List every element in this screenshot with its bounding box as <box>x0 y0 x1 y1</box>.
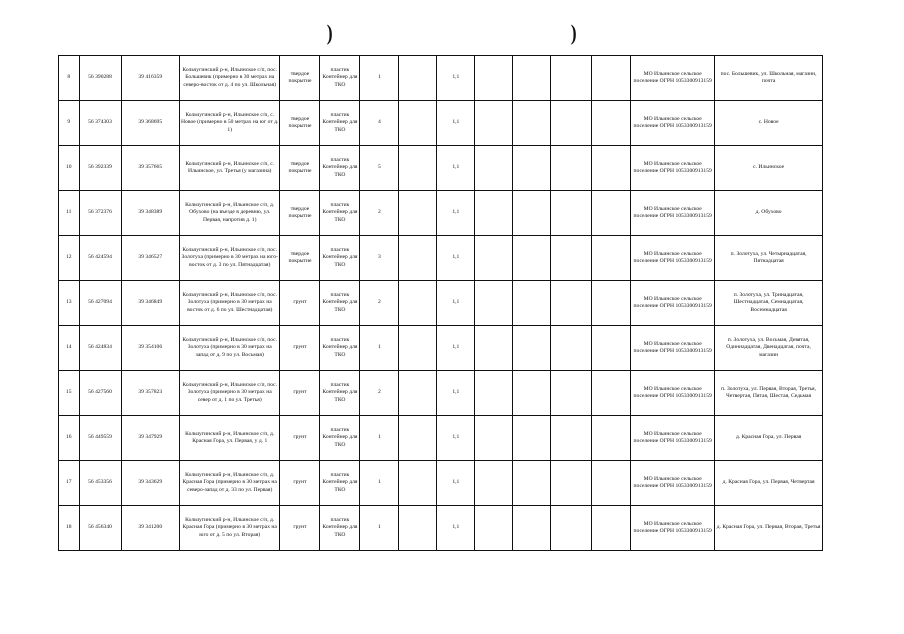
surface-cell: грунт <box>280 281 320 326</box>
container-count-cell: 1 <box>360 416 399 461</box>
latitude-cell: 56 427094 <box>79 281 121 326</box>
container-type-cell: пластик Контейнер для ТКО <box>320 506 360 551</box>
served-objects-cell: п. Золотуха, ул. Первая, Вторая, Третья, Четвертая, Пятая, Шестая, Седьмая <box>715 371 823 416</box>
row-number: 12 <box>59 236 80 281</box>
latitude-cell: 56 456340 <box>79 506 121 551</box>
capacity-cell: 1,1 <box>437 281 475 326</box>
container-count-cell: 1 <box>360 461 399 506</box>
address-cell: Кольчугинский р-н, Ильинское с/п, д. Красная Гора (примерно в 30 метрах на северо-запад от д. 33 по ул. Первая) <box>179 461 279 506</box>
served-objects-cell: п. Золотуха, ул. Восьмая, Девятая, Одиннадцатая, Двенадцатая, почта, магазин <box>715 326 823 371</box>
empty-cell <box>551 56 592 101</box>
row-number: 18 <box>59 506 80 551</box>
longitude-cell: 39 368695 <box>121 101 179 146</box>
served-objects-cell: п. Золотуха, ул. Тринадцатая, Шестнадцатая, Семнадцатая, Восемнадцатая <box>715 281 823 326</box>
container-type-cell: пластик Контейнер для ТКО <box>320 146 360 191</box>
served-objects-cell: д. Обухово <box>715 191 823 236</box>
empty-cell <box>399 56 437 101</box>
table-row <box>59 461 823 506</box>
empty-cell <box>399 236 437 281</box>
binder-hole-left: ) <box>326 20 333 45</box>
table-row <box>59 56 823 101</box>
latitude-cell: 56 449559 <box>79 416 121 461</box>
empty-cell <box>513 236 551 281</box>
owner-cell: МО Ильинское сельское поселение ОГРН 1053300913159 <box>631 56 715 101</box>
empty-cell <box>475 236 513 281</box>
owner-cell: МО Ильинское сельское поселение ОГРН 1053300913159 <box>631 236 715 281</box>
empty-cell <box>399 461 437 506</box>
row-number: 14 <box>59 326 80 371</box>
owner-cell: МО Ильинское сельское поселение ОГРН 1053300913159 <box>631 371 715 416</box>
longitude-cell: 39 341200 <box>121 506 179 551</box>
row-number: 15 <box>59 371 80 416</box>
empty-cell <box>592 326 631 371</box>
container-count-cell: 2 <box>360 191 399 236</box>
empty-cell <box>592 56 631 101</box>
empty-cell <box>551 101 592 146</box>
empty-cell <box>592 416 631 461</box>
address-cell: Кольчугинский р-н, Ильинское с/п, пос. Золотуха (примерно в 30 метрах на восток от д. 6 по ул. Шестнадцатая) <box>179 281 279 326</box>
container-type-cell: пластик Контейнер для ТКО <box>320 101 360 146</box>
served-objects-cell: д. Красная Гора, ул. Первая <box>715 416 823 461</box>
address-cell: Кольчугинский р-н, Ильинское с/п, пос. Золотуха (примерно в 30 метрах на запад от д. 9 по ул. Восьмая) <box>179 326 279 371</box>
capacity-cell: 1,1 <box>437 56 475 101</box>
surface-cell: твердое покрытие <box>280 56 320 101</box>
empty-cell <box>475 461 513 506</box>
capacity-cell: 1,1 <box>437 326 475 371</box>
empty-cell <box>399 416 437 461</box>
longitude-cell: 39 354106 <box>121 326 179 371</box>
container-count-cell: 1 <box>360 506 399 551</box>
empty-cell <box>475 146 513 191</box>
capacity-cell: 1,1 <box>437 191 475 236</box>
longitude-cell: 39 343629 <box>121 461 179 506</box>
container-count-cell: 3 <box>360 236 399 281</box>
empty-cell <box>551 371 592 416</box>
empty-cell <box>475 281 513 326</box>
binder-hole-right: ) <box>570 20 577 45</box>
latitude-cell: 56 392339 <box>79 146 121 191</box>
empty-cell <box>551 236 592 281</box>
empty-cell <box>592 461 631 506</box>
empty-cell <box>513 191 551 236</box>
owner-cell: МО Ильинское сельское поселение ОГРН 1053300913159 <box>631 461 715 506</box>
empty-cell <box>399 101 437 146</box>
empty-cell <box>475 416 513 461</box>
empty-cell <box>592 281 631 326</box>
surface-cell: грунт <box>280 416 320 461</box>
row-number: 17 <box>59 461 80 506</box>
container-type-cell: пластик Контейнер для ТКО <box>320 191 360 236</box>
row-number: 9 <box>59 101 80 146</box>
owner-cell: МО Ильинское сельское поселение ОГРН 1053300913159 <box>631 416 715 461</box>
address-cell: Кольчугинский р-н, Ильинское с/п, пос. Золотуха (примерно в 30 метрах на юго-восток от д. 3 по ул. Пятнадцатая) <box>179 236 279 281</box>
table-row <box>59 281 823 326</box>
empty-cell <box>513 146 551 191</box>
capacity-cell: 1,1 <box>437 416 475 461</box>
empty-cell <box>551 146 592 191</box>
table-row <box>59 326 823 371</box>
address-cell: Кольчугинский р-н, Ильинское с/п, пос. Большевик (примерно в 30 метрах на северо-восток от д. 4 по ул. Школьная) <box>179 56 279 101</box>
empty-cell <box>399 506 437 551</box>
table-row <box>59 416 823 461</box>
empty-cell <box>475 191 513 236</box>
empty-cell <box>513 506 551 551</box>
owner-cell: МО Ильинское сельское поселение ОГРН 1053300913159 <box>631 191 715 236</box>
empty-cell <box>551 326 592 371</box>
capacity-cell: 1,1 <box>437 101 475 146</box>
latitude-cell: 56 424834 <box>79 326 121 371</box>
empty-cell <box>592 506 631 551</box>
capacity-cell: 1,1 <box>437 146 475 191</box>
row-number: 8 <box>59 56 80 101</box>
empty-cell <box>513 461 551 506</box>
empty-cell <box>475 326 513 371</box>
owner-cell: МО Ильинское сельское поселение ОГРН 1053300913159 <box>631 506 715 551</box>
empty-cell <box>513 416 551 461</box>
latitude-cell: 56 453356 <box>79 461 121 506</box>
longitude-cell: 39 357665 <box>121 146 179 191</box>
surface-cell: грунт <box>280 461 320 506</box>
latitude-cell: 56 374303 <box>79 101 121 146</box>
surface-cell: грунт <box>280 371 320 416</box>
surface-cell: твердое покрытие <box>280 191 320 236</box>
capacity-cell: 1,1 <box>437 371 475 416</box>
empty-cell <box>592 191 631 236</box>
served-objects-cell: с. Новое <box>715 101 823 146</box>
surface-cell: грунт <box>280 326 320 371</box>
container-type-cell: пластик Контейнер для ТКО <box>320 236 360 281</box>
latitude-cell: 56 424594 <box>79 236 121 281</box>
empty-cell <box>399 191 437 236</box>
empty-cell <box>513 281 551 326</box>
longitude-cell: 39 347929 <box>121 416 179 461</box>
longitude-cell: 39 346527 <box>121 236 179 281</box>
table-row <box>59 371 823 416</box>
table-row <box>59 506 823 551</box>
capacity-cell: 1,1 <box>437 236 475 281</box>
address-cell: Кольчугинский р-н, Ильинское с/п, д. Красная Гора, ул. Первая, у д. 1 <box>179 416 279 461</box>
owner-cell: МО Ильинское сельское поселение ОГРН 1053300913159 <box>631 146 715 191</box>
container-count-cell: 2 <box>360 281 399 326</box>
empty-cell <box>475 371 513 416</box>
surface-cell: твердое покрытие <box>280 146 320 191</box>
address-cell: Кольчугинский р-н, Ильинское с/п, с. Ильинское, ул. Третья (у магазина) <box>179 146 279 191</box>
empty-cell <box>551 506 592 551</box>
empty-cell <box>513 371 551 416</box>
empty-cell <box>551 416 592 461</box>
empty-cell <box>399 146 437 191</box>
container-type-cell: пластик Контейнер для ТКО <box>320 281 360 326</box>
longitude-cell: 39 416359 <box>121 56 179 101</box>
longitude-cell: 39 346849 <box>121 281 179 326</box>
served-objects-cell: пос. Большевик, ул. Школьная, магазин, почта <box>715 56 823 101</box>
capacity-cell: 1,1 <box>437 506 475 551</box>
row-number: 13 <box>59 281 80 326</box>
container-count-cell: 5 <box>360 146 399 191</box>
empty-cell <box>592 146 631 191</box>
capacity-cell: 1,1 <box>437 461 475 506</box>
served-objects-cell: п. Золотуха, ул. Четырнадцатая, Пятнадцатая <box>715 236 823 281</box>
surface-cell: грунт <box>280 506 320 551</box>
longitude-cell: 39 357823 <box>121 371 179 416</box>
owner-cell: МО Ильинское сельское поселение ОГРН 1053300913159 <box>631 281 715 326</box>
container-type-cell: пластик Контейнер для ТКО <box>320 461 360 506</box>
container-type-cell: пластик Контейнер для ТКО <box>320 56 360 101</box>
container-type-cell: пластик Контейнер для ТКО <box>320 371 360 416</box>
empty-cell <box>513 101 551 146</box>
longitude-cell: 39 348389 <box>121 191 179 236</box>
container-count-cell: 1 <box>360 326 399 371</box>
row-number: 11 <box>59 191 80 236</box>
owner-cell: МО Ильинское сельское поселение ОГРН 1053300913159 <box>631 326 715 371</box>
address-cell: Кольчугинский р-н, Ильинское с/п, д. Красная Гора (примерно в 30 метрах на юго от д. 5 по ул. Вторая) <box>179 506 279 551</box>
empty-cell <box>399 371 437 416</box>
empty-cell <box>399 281 437 326</box>
row-number: 16 <box>59 416 80 461</box>
owner-cell: МО Ильинское сельское поселение ОГРН 1053300913159 <box>631 101 715 146</box>
address-cell: Кольчугинский р-н, Ильинское с/п, д. Обухово (на въезде в деревню, ул. Первая, напротив д. 1) <box>179 191 279 236</box>
row-number: 10 <box>59 146 80 191</box>
empty-cell <box>551 191 592 236</box>
surface-cell: твердое покрытие <box>280 236 320 281</box>
container-count-cell: 2 <box>360 371 399 416</box>
table-row <box>59 101 823 146</box>
empty-cell <box>592 101 631 146</box>
empty-cell <box>513 326 551 371</box>
table-body <box>59 56 823 551</box>
empty-cell <box>592 371 631 416</box>
empty-cell <box>592 236 631 281</box>
empty-cell <box>551 461 592 506</box>
served-objects-cell: д. Красная Гора, ул. Первая, Четвертая <box>715 461 823 506</box>
latitude-cell: 56 372376 <box>79 191 121 236</box>
table-row <box>59 191 823 236</box>
empty-cell <box>399 326 437 371</box>
empty-cell <box>475 101 513 146</box>
address-cell: Кольчугинский р-н, Ильинское с/п, с. Новое (примерно в 50 метрах на юг от д. 1) <box>179 101 279 146</box>
empty-cell <box>475 56 513 101</box>
empty-cell <box>513 56 551 101</box>
empty-cell <box>475 506 513 551</box>
container-type-cell: пластик Контейнер для ТКО <box>320 326 360 371</box>
served-objects-cell: д. Красная Гора, ул. Первая, Вторая, Третья <box>715 506 823 551</box>
served-objects-cell: с. Ильинское <box>715 146 823 191</box>
address-cell: Кольчугинский р-н, Ильинское с/п, пос. Золотуха (примерно в 30 метрах на север от д. 1 по ул. Третья) <box>179 371 279 416</box>
empty-cell <box>551 281 592 326</box>
latitude-cell: 56 390288 <box>79 56 121 101</box>
table-row <box>59 236 823 281</box>
table-row <box>59 146 823 191</box>
container-count-cell: 1 <box>360 56 399 101</box>
surface-cell: твердое покрытие <box>280 101 320 146</box>
latitude-cell: 56 427560 <box>79 371 121 416</box>
container-count-cell: 4 <box>360 101 399 146</box>
container-type-cell: пластик Контейнер для ТКО <box>320 416 360 461</box>
container-sites-table <box>58 55 823 551</box>
